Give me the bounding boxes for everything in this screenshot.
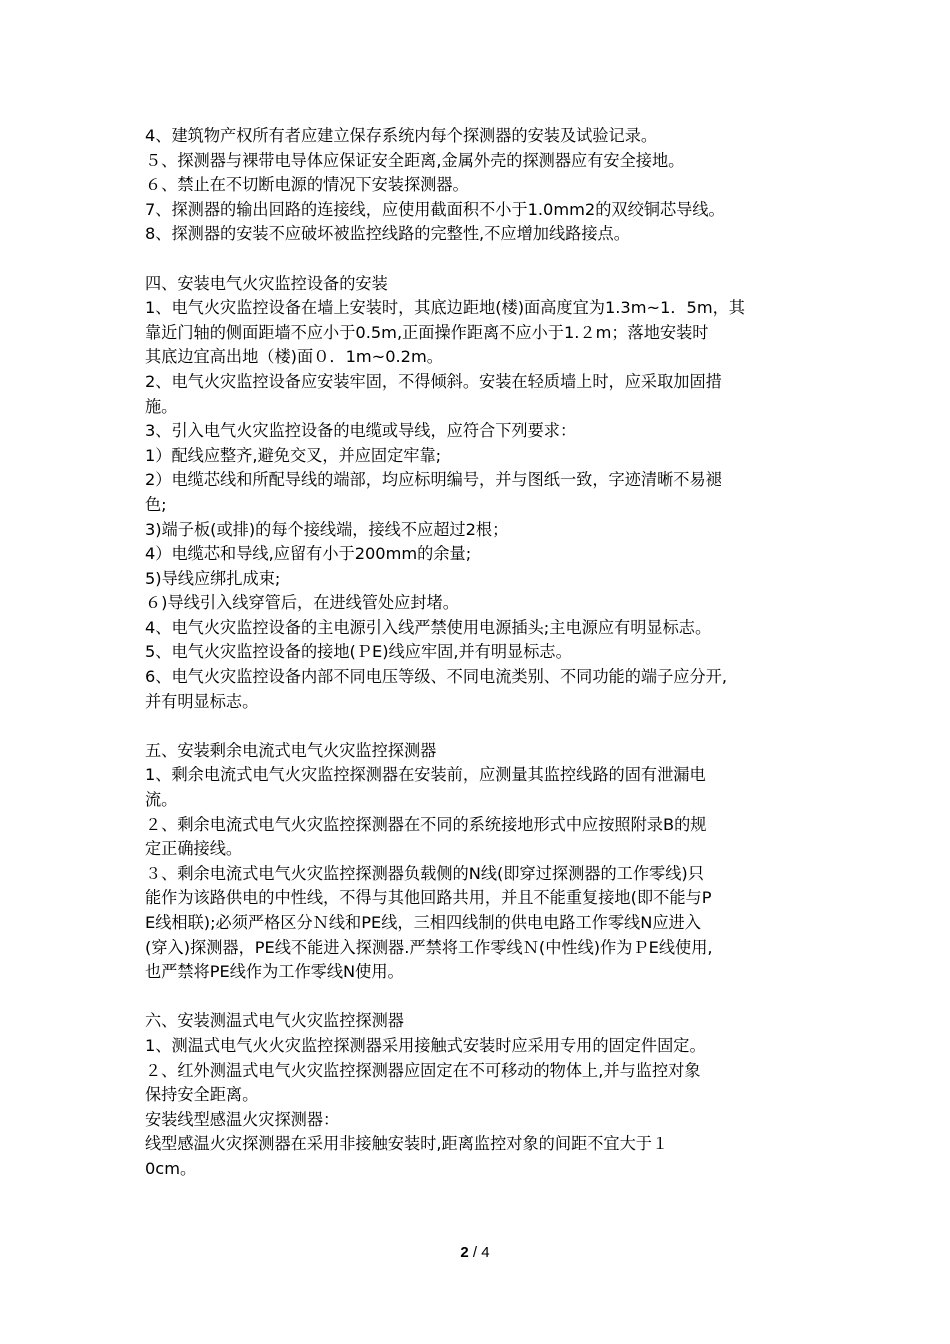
text-line: 3)端子板(或排)的每个接线端，接线不应超过2根； [145,519,509,539]
text-line: 4、建筑物产权所有者应建立保存系统内每个探测器的安装及试验记录。 [145,126,658,145]
text-line: 1、测温式电气火火灾监控探测器采用接触式安装时应采用专用的固定件固定。 [145,1035,706,1055]
text-line: 1）配线应整齐,避免交叉，并应固定牢靠; [145,445,442,465]
blank-line [145,247,821,272]
text-line: 五、安装剩余电流式电气火灾监控探测器 [145,740,437,760]
text-line: 安装线型感温火灾探测器： [145,1109,340,1129]
text-line: 0cm。 [145,1158,197,1178]
text-line: 5、电气火灾监控设备的接地(ＰE)线应牢固,并有明显标志。 [145,642,572,662]
text-line: 能作为该路供电的中性线，不得与其他回路共用，并且不能重复接地(即不能与P [145,888,712,908]
text-line: 6、电气火灾监控设备内部不同电压等级、不同电流类别、不同功能的端子应分开, [145,667,728,687]
text-line: 四、安装电气火灾监控设备的安装 [145,273,388,293]
text-line: (穿入)探测器，PE线不能进入探测器.严禁将工作零线Ｎ(中性线)作为ＰE线使用, [145,937,713,957]
page-number [0,1243,950,1263]
text-line: 靠近门轴的侧面距墙不应小于0.5m,正面操作距离不应小于1.２m；落地安装时 [145,322,709,342]
text-line: 1、剩余电流式电气火灾监控探测器在安装前，应测量其监控线路的固有泄漏电 [145,765,706,785]
text-line: 1、电气火灾监控设备在墙上安装时，其底边距地(楼)面高度宜为1.3m~1．5m，其 [145,298,745,318]
text-line: 5)导线应绑扎成束; [145,568,281,588]
text-line: 保持安全距离。 [145,1085,259,1105]
document-body [145,124,821,1182]
text-line: 施。 [145,396,178,416]
text-line: 并有明显标志。 [145,691,259,711]
text-line: 2、电气火灾监控设备应安装牢固，不得倾斜。安装在轻质墙上时，应采取加固措 [145,371,722,391]
text-line: ３、剩余电流式电气火灾监控探测器负载侧的N线(即穿过探测器的工作零线)只 [145,863,704,883]
text-line: 8、探测器的安装不应破坏被监控线路的完整性,不应增加线路接点。 [145,224,630,244]
page-total: 4 [481,1244,490,1261]
page-separator: / [468,1244,482,1261]
blank-line [145,714,821,739]
text-line: 色; [145,494,167,514]
text-line: 流。 [145,790,178,810]
text-line: ２、红外测温式电气火灾监控探测器应固定在不可移动的物体上,并与监控对象 [145,1060,701,1080]
text-line: 4）电缆芯和导线,应留有小于200mm的余量; [145,544,472,564]
page-current: 2 [460,1244,469,1261]
text-line: 六、安装测温式电气火灾监控探测器 [145,1011,404,1031]
text-line: ６)导线引入线穿管后，在进线管处应封堵。 [145,593,459,613]
text-line: ２、剩余电流式电气火灾监控探测器在不同的系统接地形式中应按照附录B的规 [145,814,707,834]
text-line: 线型感温火灾探测器在采用非接触安装时,距离监控对象的间距不宜大于１ [145,1134,669,1154]
text-line: 其底边宜高出地（楼)面０．1m~0.2m。 [145,347,443,367]
text-line: ５、探测器与裸带电导体应保证安全距离,金属外壳的探测器应有安全接地。 [145,150,685,170]
text-line: 也严禁将PE线作为工作零线N使用。 [145,962,404,982]
text-line: 3、引入电气火灾监控设备的电缆或导线，应符合下列要求： [145,421,577,441]
text-line: 定正确接线。 [145,839,243,859]
blank-line [145,985,821,1010]
text-line: 4、电气火灾监控设备的主电源引入线严禁使用电源插头;主电源应有明显标志。 [145,617,712,637]
text-line: 2）电缆芯线和所配导线的端部，均应标明编号，并与图纸一致，字迹清晰不易褪 [145,470,722,490]
text-line: ６、禁止在不切断电源的情况下安装探测器。 [145,175,469,195]
text-line: E线相联);必须严格区分Ｎ线和PE线，三相四线制的供电电路工作零线N应进入 [145,913,701,932]
text-line: 7、探测器的输出回路的连接线，应使用截面积不小于1.0mm2的双绞铜芯导线。 [145,199,725,219]
